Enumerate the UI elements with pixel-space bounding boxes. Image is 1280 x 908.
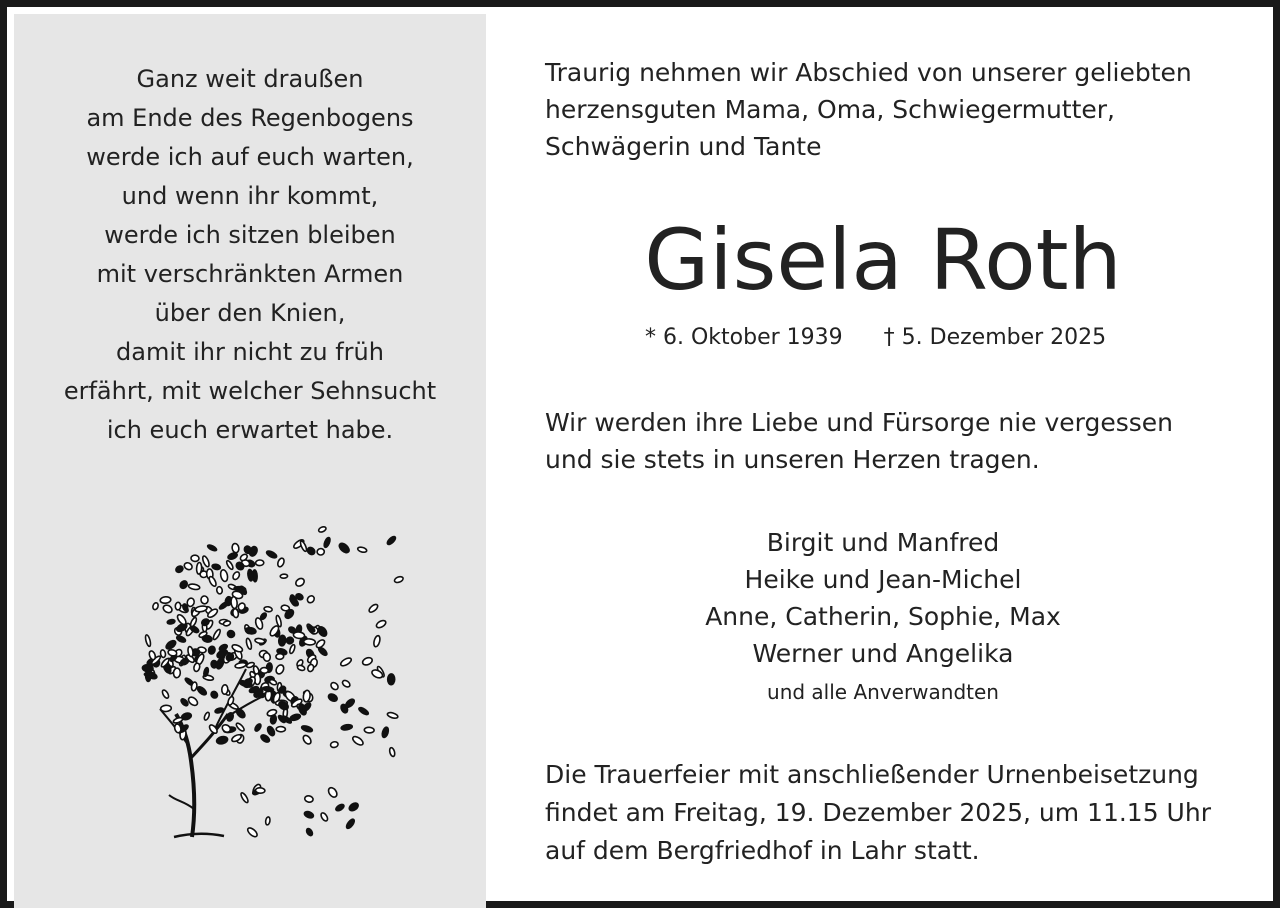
relatives-note: und alle Anverwandten bbox=[767, 680, 999, 704]
leaf bbox=[266, 725, 276, 736]
birth-date: * 6. Oktober 1939 bbox=[645, 325, 843, 350]
poem-line: werde ich auf euch warten, bbox=[86, 143, 414, 171]
leaf bbox=[220, 569, 229, 582]
leaf bbox=[381, 726, 389, 738]
leaf bbox=[254, 723, 262, 732]
leaf bbox=[187, 696, 199, 708]
leaf bbox=[275, 664, 286, 676]
leaf bbox=[144, 672, 154, 676]
poem-line: ich euch erwartet habe. bbox=[106, 416, 394, 444]
leaf bbox=[276, 653, 284, 659]
leaf bbox=[294, 577, 305, 588]
leaf bbox=[196, 685, 208, 696]
leaf bbox=[167, 649, 177, 657]
poem-line: werde ich sitzen bleiben bbox=[104, 221, 396, 249]
mourner-name: Birgit und Manfred bbox=[766, 528, 1000, 557]
leaf bbox=[179, 579, 189, 589]
leaf bbox=[160, 705, 171, 712]
leaf bbox=[226, 629, 236, 639]
leaf bbox=[246, 826, 258, 838]
leaf bbox=[232, 571, 241, 581]
life-dates bbox=[645, 322, 1205, 354]
leaf bbox=[297, 664, 306, 671]
closing-line: und sie stets in unseren Herzen tragen. bbox=[545, 445, 1040, 474]
leaf bbox=[330, 741, 339, 748]
leaf bbox=[299, 540, 307, 552]
leaf bbox=[167, 619, 175, 625]
leaf bbox=[191, 555, 199, 562]
leaf bbox=[216, 586, 223, 594]
leaf bbox=[373, 635, 381, 647]
leaf bbox=[189, 617, 197, 628]
poem-line: damit ihr nicht zu früh bbox=[116, 338, 384, 366]
leaf bbox=[317, 625, 329, 637]
leaf bbox=[303, 810, 314, 819]
leaf bbox=[255, 788, 265, 794]
funeral-line: Die Trauerfeier mit anschließender Urnenbeisetzung bbox=[545, 760, 1199, 789]
leaf bbox=[341, 679, 351, 688]
leaf bbox=[306, 594, 316, 604]
leaf bbox=[305, 828, 313, 837]
leaf bbox=[162, 604, 173, 614]
poem-panel bbox=[14, 14, 486, 908]
main-panel bbox=[486, 14, 1280, 908]
leaf bbox=[230, 596, 237, 608]
leaf bbox=[235, 722, 245, 732]
leaf bbox=[145, 634, 152, 646]
leaf bbox=[341, 724, 353, 731]
poem-line: und wenn ihr kommt, bbox=[121, 182, 379, 210]
leaf bbox=[266, 550, 278, 560]
leaf bbox=[212, 629, 221, 641]
mourners-list bbox=[486, 524, 1280, 712]
leaf bbox=[302, 734, 313, 745]
deceased-name: Gisela Roth bbox=[644, 211, 1122, 309]
poem bbox=[14, 60, 486, 450]
leaf bbox=[302, 702, 312, 713]
death-date: † 5. Dezember 2025 bbox=[883, 325, 1107, 350]
leaf bbox=[208, 576, 218, 588]
intro-line: Schwägerin und Tante bbox=[545, 132, 822, 161]
mourner-name: Heike und Jean-Michel bbox=[744, 565, 1022, 594]
leaf bbox=[362, 656, 374, 666]
leaf bbox=[247, 569, 253, 581]
mourner-name: Anne, Catherin, Sophie, Max bbox=[705, 602, 1061, 631]
leaf bbox=[389, 747, 396, 757]
leaf bbox=[234, 586, 246, 591]
leaf bbox=[335, 803, 345, 812]
leaf bbox=[280, 574, 288, 578]
leaf bbox=[264, 606, 273, 612]
leaf bbox=[161, 689, 170, 699]
leaf bbox=[207, 544, 218, 552]
leaf bbox=[175, 602, 181, 610]
leaf bbox=[351, 735, 364, 747]
closing-line: Wir werden ihre Liebe und Fürsorge nie vergessen bbox=[545, 408, 1174, 437]
poem-line: erfährt, mit welcher Sehnsucht bbox=[63, 377, 437, 405]
leaf bbox=[212, 564, 221, 571]
leaf bbox=[394, 576, 404, 584]
leaf bbox=[330, 681, 340, 691]
leaf bbox=[277, 557, 286, 567]
leaf bbox=[202, 635, 213, 643]
leaf bbox=[269, 679, 278, 686]
leaf bbox=[307, 624, 316, 633]
leaf bbox=[183, 561, 193, 571]
leaf bbox=[260, 733, 271, 743]
leaf bbox=[345, 818, 355, 830]
leaf bbox=[193, 663, 200, 673]
leaf bbox=[278, 635, 286, 646]
leaf bbox=[231, 643, 243, 653]
leaf bbox=[358, 706, 369, 716]
leaf bbox=[306, 546, 316, 556]
leaf bbox=[307, 664, 315, 673]
leaf bbox=[235, 662, 247, 669]
leaf bbox=[327, 693, 338, 703]
leaf bbox=[232, 608, 239, 618]
poem-line: mit verschränkten Armen bbox=[96, 260, 404, 288]
leaf bbox=[186, 597, 195, 607]
intro-text bbox=[545, 54, 1265, 165]
leaf bbox=[188, 583, 200, 590]
funeral-line: findet am Freitag, 19. Dezember 2025, um 11.15 Uhr bbox=[545, 798, 1211, 827]
leaf bbox=[203, 712, 210, 721]
leaf bbox=[201, 555, 210, 567]
mourner-name: Werner und Angelika bbox=[752, 639, 1014, 668]
leaf bbox=[320, 812, 329, 822]
leaf bbox=[340, 656, 353, 667]
leaf bbox=[357, 546, 367, 553]
leaf bbox=[388, 674, 395, 685]
leaf bbox=[240, 792, 249, 804]
leaf bbox=[368, 603, 379, 614]
leaf bbox=[276, 727, 285, 732]
leaf bbox=[327, 786, 339, 799]
leaf bbox=[210, 690, 219, 699]
leaf bbox=[318, 526, 327, 533]
leaf bbox=[208, 645, 216, 654]
leaf bbox=[176, 635, 187, 643]
leaf bbox=[348, 801, 360, 812]
windblown-tree-icon bbox=[124, 509, 414, 849]
leaf bbox=[216, 735, 229, 745]
leaf bbox=[222, 685, 228, 695]
poem-line: Ganz weit draußen bbox=[136, 65, 364, 93]
leaf bbox=[301, 725, 313, 733]
leaf bbox=[286, 636, 295, 644]
leaf bbox=[304, 795, 313, 803]
leaf bbox=[176, 613, 188, 626]
leaf bbox=[387, 712, 399, 720]
leaf bbox=[245, 638, 252, 650]
leaf bbox=[200, 595, 208, 604]
leaf bbox=[289, 644, 296, 654]
leaf bbox=[255, 560, 263, 566]
leaf bbox=[323, 537, 331, 548]
leaf bbox=[315, 638, 326, 649]
leaf bbox=[293, 631, 305, 639]
funeral-line: auf dem Bergfriedhof in Lahr statt. bbox=[545, 836, 980, 865]
leaf bbox=[263, 652, 271, 662]
leaf bbox=[173, 668, 181, 678]
funeral-details bbox=[545, 756, 1265, 870]
leaf bbox=[265, 817, 270, 826]
leaf bbox=[226, 560, 235, 570]
leaf bbox=[338, 542, 351, 555]
leaf bbox=[175, 565, 184, 574]
leaf bbox=[304, 639, 316, 646]
leaf bbox=[375, 619, 387, 629]
poem-line: am Ende des Regenbogens bbox=[86, 104, 414, 132]
leaf bbox=[386, 535, 397, 546]
leaf bbox=[180, 698, 189, 707]
leaf bbox=[152, 602, 159, 610]
leaf bbox=[317, 548, 325, 555]
closing-text bbox=[545, 404, 1265, 478]
leaf bbox=[364, 727, 374, 733]
leaf bbox=[165, 639, 178, 651]
leaf bbox=[218, 601, 229, 611]
leaf bbox=[160, 596, 171, 603]
intro-line: Traurig nehmen wir Abschied von unserer geliebten bbox=[545, 58, 1192, 87]
intro-line: herzensguten Mama, Oma, Schwiegermutter, bbox=[545, 95, 1115, 124]
poem-line: über den Knien, bbox=[154, 299, 346, 327]
leaf bbox=[196, 562, 202, 574]
leaf bbox=[260, 667, 268, 673]
leaf bbox=[215, 657, 225, 670]
leaf bbox=[231, 543, 239, 553]
